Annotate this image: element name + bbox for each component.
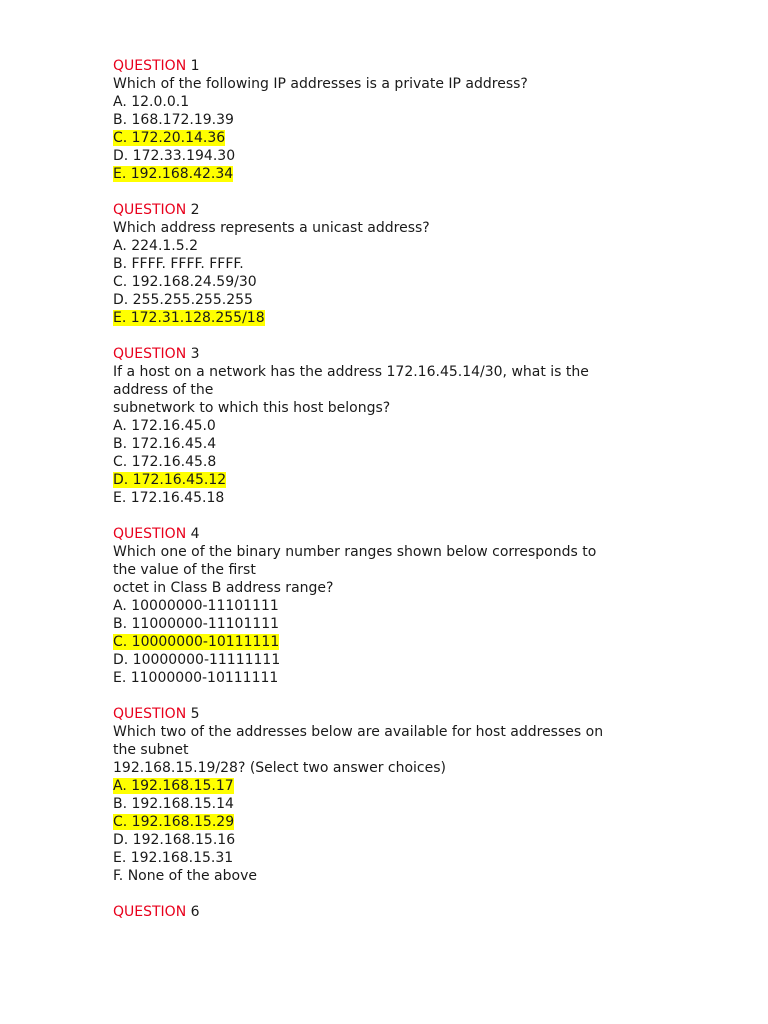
question-heading xyxy=(113,57,653,75)
answer-option xyxy=(113,471,653,489)
answer-text: B. 192.168.15.14 xyxy=(113,796,234,812)
answer-text: B. 168.172.19.39 xyxy=(113,112,234,128)
answer-text: A. 12.0.0.1 xyxy=(113,94,190,110)
question-block xyxy=(113,903,653,921)
question-prompt-line: Which one of the binary number ranges shown below corresponds to xyxy=(113,544,597,560)
question-label: QUESTION xyxy=(113,706,187,722)
highlighted-answer-text: C. 172.20.14.36 xyxy=(113,130,226,146)
answer-option xyxy=(113,309,653,327)
answer-option xyxy=(113,435,653,453)
answer-option xyxy=(113,291,653,309)
answer-option xyxy=(113,165,653,183)
answer-text: E. 172.16.45.18 xyxy=(113,490,225,506)
question-prompt-line: Which address represents a unicast address? xyxy=(113,220,430,236)
answer-text: E. 192.168.15.31 xyxy=(113,850,234,866)
question-heading xyxy=(113,705,653,723)
answer-text: D. 192.168.15.16 xyxy=(113,832,236,848)
answer-option xyxy=(113,237,653,255)
answer-text: E. 11000000-10111111 xyxy=(113,670,279,686)
question-label: QUESTION xyxy=(113,904,187,920)
answer-option xyxy=(113,849,653,867)
answer-text: C. 192.168.24.59/30 xyxy=(113,274,257,290)
answer-option xyxy=(113,669,653,687)
answer-option xyxy=(113,651,653,669)
highlighted-answer-text: C. 192.168.15.29 xyxy=(113,814,235,830)
question-label: QUESTION xyxy=(113,346,187,362)
question-prompt-line: subnetwork to which this host belongs? xyxy=(113,400,391,416)
answer-text: A. 224.1.5.2 xyxy=(113,238,199,254)
answer-option xyxy=(113,93,653,111)
question-block xyxy=(113,705,653,885)
answer-option xyxy=(113,273,653,291)
question-heading xyxy=(113,525,653,543)
highlighted-answer-text: C. 10000000-10111111 xyxy=(113,634,280,650)
answer-option xyxy=(113,867,653,885)
question-heading xyxy=(113,345,653,363)
answer-text: B. 172.16.45.4 xyxy=(113,436,217,452)
answer-text: B. FFFF. FFFF. FFFF. xyxy=(113,256,244,272)
question-block xyxy=(113,345,653,507)
question-block xyxy=(113,201,653,327)
question-label: QUESTION xyxy=(113,58,187,74)
answer-option xyxy=(113,417,653,435)
answer-option xyxy=(113,255,653,273)
answer-text: B. 11000000-11101111 xyxy=(113,616,280,632)
answer-option xyxy=(113,777,653,795)
answer-text: D. 255.255.255.255 xyxy=(113,292,253,308)
question-prompt-line: the value of the first xyxy=(113,562,256,578)
answer-text: C. 172.16.45.8 xyxy=(113,454,217,470)
answer-text: F. None of the above xyxy=(113,868,257,884)
answer-option xyxy=(113,615,653,633)
answer-option xyxy=(113,111,653,129)
answer-text: D. 172.33.194.30 xyxy=(113,148,236,164)
question-prompt-line: If a host on a network has the address 172.16.45.14/30, what is the xyxy=(113,364,589,380)
question-prompt-line: address of the xyxy=(113,382,214,398)
question-prompt-line: the subnet xyxy=(113,742,189,758)
answer-text: A. 172.16.45.0 xyxy=(113,418,216,434)
question-number: 5 xyxy=(190,706,200,722)
question-label: QUESTION xyxy=(113,526,187,542)
answer-option xyxy=(113,147,653,165)
answer-text: A. 10000000-11101111 xyxy=(113,598,279,614)
answer-option xyxy=(113,597,653,615)
question-block xyxy=(113,57,653,183)
question-number: 3 xyxy=(190,346,200,362)
question-prompt-line: Which two of the addresses below are available for host addresses on xyxy=(113,724,604,740)
question-heading xyxy=(113,201,653,219)
answer-option xyxy=(113,453,653,471)
answer-option xyxy=(113,813,653,831)
question-number: 1 xyxy=(190,58,200,74)
answer-option xyxy=(113,831,653,849)
question-number: 6 xyxy=(190,904,200,920)
question-prompt-line: 192.168.15.19/28? (Select two answer choices) xyxy=(113,760,446,776)
question-heading xyxy=(113,903,653,921)
question-label: QUESTION xyxy=(113,202,187,218)
answer-option xyxy=(113,489,653,507)
highlighted-answer-text: E. 192.168.42.34 xyxy=(113,166,234,182)
question-number: 2 xyxy=(190,202,200,218)
document-page xyxy=(113,57,653,939)
answer-option xyxy=(113,129,653,147)
question-number: 4 xyxy=(190,526,200,542)
highlighted-answer-text: A. 192.168.15.17 xyxy=(113,778,234,794)
question-prompt-line: octet in Class B address range? xyxy=(113,580,334,596)
question-block xyxy=(113,525,653,687)
question-prompt-line: Which of the following IP addresses is a private IP address? xyxy=(113,76,528,92)
highlighted-answer-text: D. 172.16.45.12 xyxy=(113,472,227,488)
answer-text: D. 10000000-11111111 xyxy=(113,652,281,668)
answer-option xyxy=(113,795,653,813)
answer-option xyxy=(113,633,653,651)
highlighted-answer-text: E. 172.31.128.255/18 xyxy=(113,310,265,326)
